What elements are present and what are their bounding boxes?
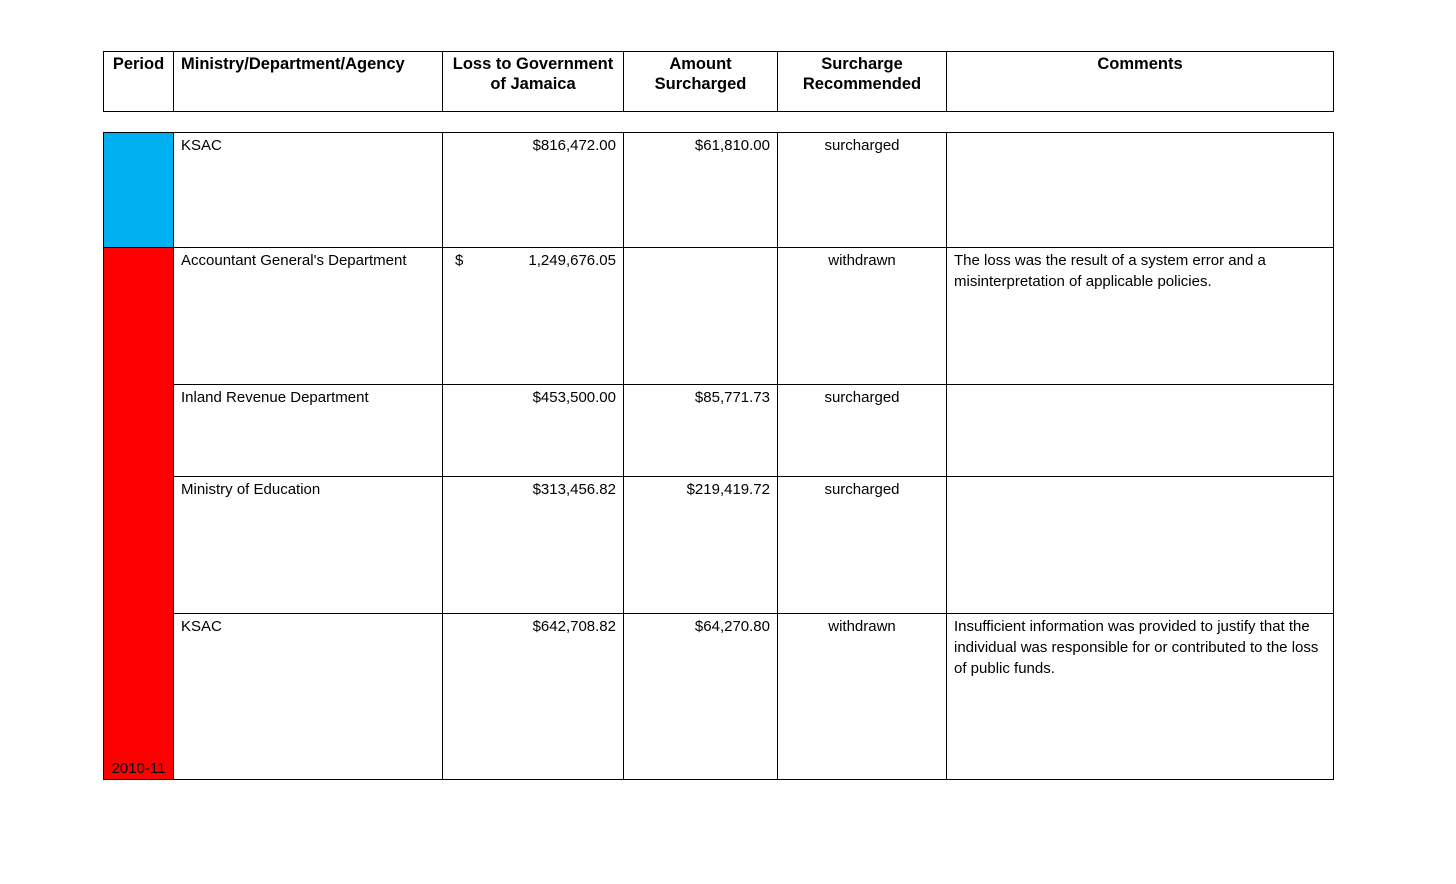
header-loss: Loss to Government of Jamaica <box>443 52 624 112</box>
header-surcharge-recommended: Surcharge Recommended <box>778 52 947 112</box>
loss-cell: $453,500.00 <box>443 385 624 477</box>
period-cell-red <box>104 248 174 780</box>
recommended-cell: withdrawn <box>778 248 947 385</box>
header-table <box>103 51 1334 112</box>
amount-cell: $64,270.80 <box>624 614 778 780</box>
recommended-cell: surcharged <box>778 385 947 477</box>
amount-cell <box>624 248 778 385</box>
table-row <box>104 385 1334 477</box>
recommended-cell: withdrawn <box>778 614 947 780</box>
header-row <box>104 52 1334 112</box>
period-label: 2010-11 <box>111 760 166 777</box>
amount-cell: $61,810.00 <box>624 133 778 248</box>
header-amount-surcharged: Amount Surcharged <box>624 52 778 112</box>
loss-cell: $642,708.82 <box>443 614 624 780</box>
dollar-symbol: $ <box>455 252 464 269</box>
comments-cell <box>947 133 1334 248</box>
table-row <box>104 248 1334 385</box>
table-row <box>104 133 1334 248</box>
amount-cell: $219,419.72 <box>624 477 778 614</box>
period-cell-blue <box>104 133 174 248</box>
loss-cell <box>443 248 624 385</box>
header-period: Period <box>104 52 174 112</box>
header-comments: Comments <box>947 52 1334 112</box>
comments-cell <box>947 385 1334 477</box>
comments-cell: The loss was the result of a system error and a misinterpretation of applicable policies. <box>947 248 1334 385</box>
comments-cell: Insufficient information was provided to justify that the individual was responsible for or contributed to the loss of public funds. <box>947 614 1334 780</box>
loss-cell: $313,456.82 <box>443 477 624 614</box>
loss-value: 1,249,676.05 <box>528 252 616 269</box>
loss-cell: $816,472.00 <box>443 133 624 248</box>
agency-cell: KSAC <box>174 133 443 248</box>
surcharge-table <box>103 132 1334 780</box>
agency-cell: Inland Revenue Department <box>174 385 443 477</box>
table-row <box>104 477 1334 614</box>
table-row <box>104 614 1334 780</box>
header-agency: Ministry/Department/Agency <box>174 52 443 112</box>
amount-cell: $85,771.73 <box>624 385 778 477</box>
agency-cell: Ministry of Education <box>174 477 443 614</box>
recommended-cell: surcharged <box>778 477 947 614</box>
comments-cell <box>947 477 1334 614</box>
agency-cell: Accountant General's Department <box>174 248 443 385</box>
agency-cell: KSAC <box>174 614 443 780</box>
recommended-cell: surcharged <box>778 133 947 248</box>
